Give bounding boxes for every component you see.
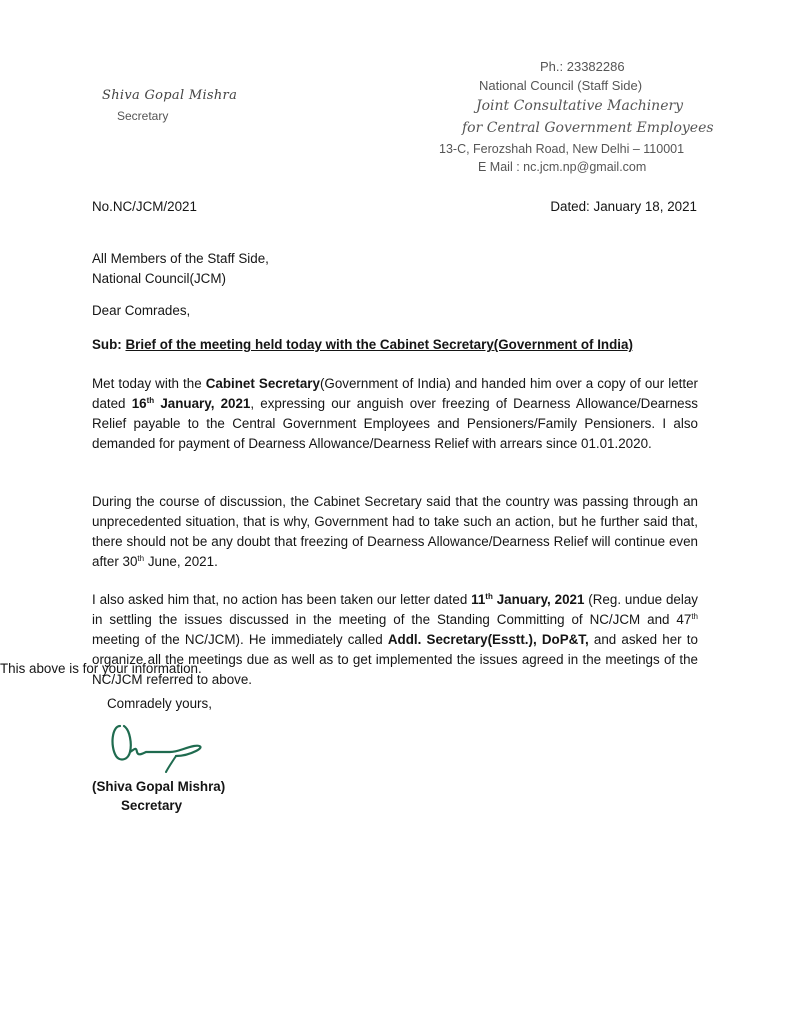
ordinal-suffix: th <box>485 592 493 601</box>
text-run: (Government of India) and handed him over a copy of our letter dated <box>92 376 699 411</box>
date-rest: January, 2021 <box>492 592 585 607</box>
letterhead-sender-name: Shiva Gopal Mishra <box>102 88 238 103</box>
bold-date <box>471 592 584 607</box>
bold-text-run: Addl. Secretary(Esstt.), DoP&T, <box>387 632 589 647</box>
addressee-line-1: All Members of the Staff Side, <box>92 251 269 266</box>
text-run: , expressing our anguish over freezing of Dearness Allowance/Dearness Relief payable to the Central Government Employees and Pensioners/Family Pensioners. I also demanded for payment of Dearness Allowance/Dearness Relief with arrears since 01.01.2020. <box>92 396 698 451</box>
addressee-block <box>92 249 269 289</box>
signer-title: Secretary <box>121 798 183 813</box>
letterhead-address: 13-C, Ferozshah Road, New Delhi – 110001 <box>439 142 685 156</box>
letterhead-org-line1: Joint Consultative Machinery <box>476 98 684 114</box>
ordinal-suffix: th <box>146 396 155 405</box>
closing-line: Comradely yours, <box>107 696 212 711</box>
letter-date: Dated: January 18, 2021 <box>550 199 697 214</box>
ordinal-suffix: th <box>137 554 145 563</box>
text-run: Met today with the <box>92 376 206 391</box>
letterhead-org-line2: for Central Government Employees <box>462 120 714 136</box>
body-paragraph-2 <box>92 492 698 572</box>
handwritten-signature-icon <box>110 722 220 778</box>
signer-name: (Shiva Gopal Mishra) <box>92 779 226 794</box>
letterhead-email: E Mail : nc.jcm.np@gmail.com <box>478 160 647 174</box>
date-rest: January, 2021 <box>154 396 251 411</box>
text-run: and asked her to organize all the meetings due as well as to get implemented the issues agreed in the meetings of the NC/JCM referred to above. <box>92 632 698 687</box>
addressee-line-2: National Council(JCM) <box>92 271 226 286</box>
text-run: I also asked him that, no action has been taken our letter dated <box>92 592 472 607</box>
bold-text-run: Cabinet Secretary <box>205 376 320 391</box>
text-run: During the course of discussion, the Cabinet Secretary said that the country was passing through an unprecedented situation, that is why, Government had to take such an action, but he further said that, there should not be any doubt that freezing of Dearness Allowance/Dearness Relief will continue even after 30 <box>92 494 698 569</box>
subject-line <box>92 335 633 355</box>
letterhead-phone: Ph.: 23382286 <box>540 59 625 74</box>
text-run: meeting of the NC/JCM). He immediately called <box>92 632 388 647</box>
body-paragraph-1 <box>92 374 698 454</box>
date-day: 16 <box>131 396 147 411</box>
text-run: June, 2021. <box>144 554 218 569</box>
letterhead-council: National Council (Staff Side) <box>479 78 643 93</box>
date-day: 11 <box>471 592 486 607</box>
subject-prefix: Sub: <box>92 337 126 352</box>
subject-text: Brief of the meeting held today with the Cabinet Secretary(Government of India) <box>125 337 633 352</box>
ordinal-suffix: th <box>691 612 698 621</box>
text-run: (Reg. undue delay in settling the issues discussed in the meeting of the Standing Committing of NC/JCM and 47 <box>92 592 698 627</box>
bold-date <box>132 396 251 411</box>
reference-number: No.NC/JCM/2021 <box>92 199 197 214</box>
signature-svg <box>110 722 220 778</box>
letterhead-sender-title: Secretary <box>117 109 169 123</box>
salutation: Dear Comrades, <box>92 303 191 318</box>
body-paragraph-4: This above is for your information. <box>0 661 202 676</box>
